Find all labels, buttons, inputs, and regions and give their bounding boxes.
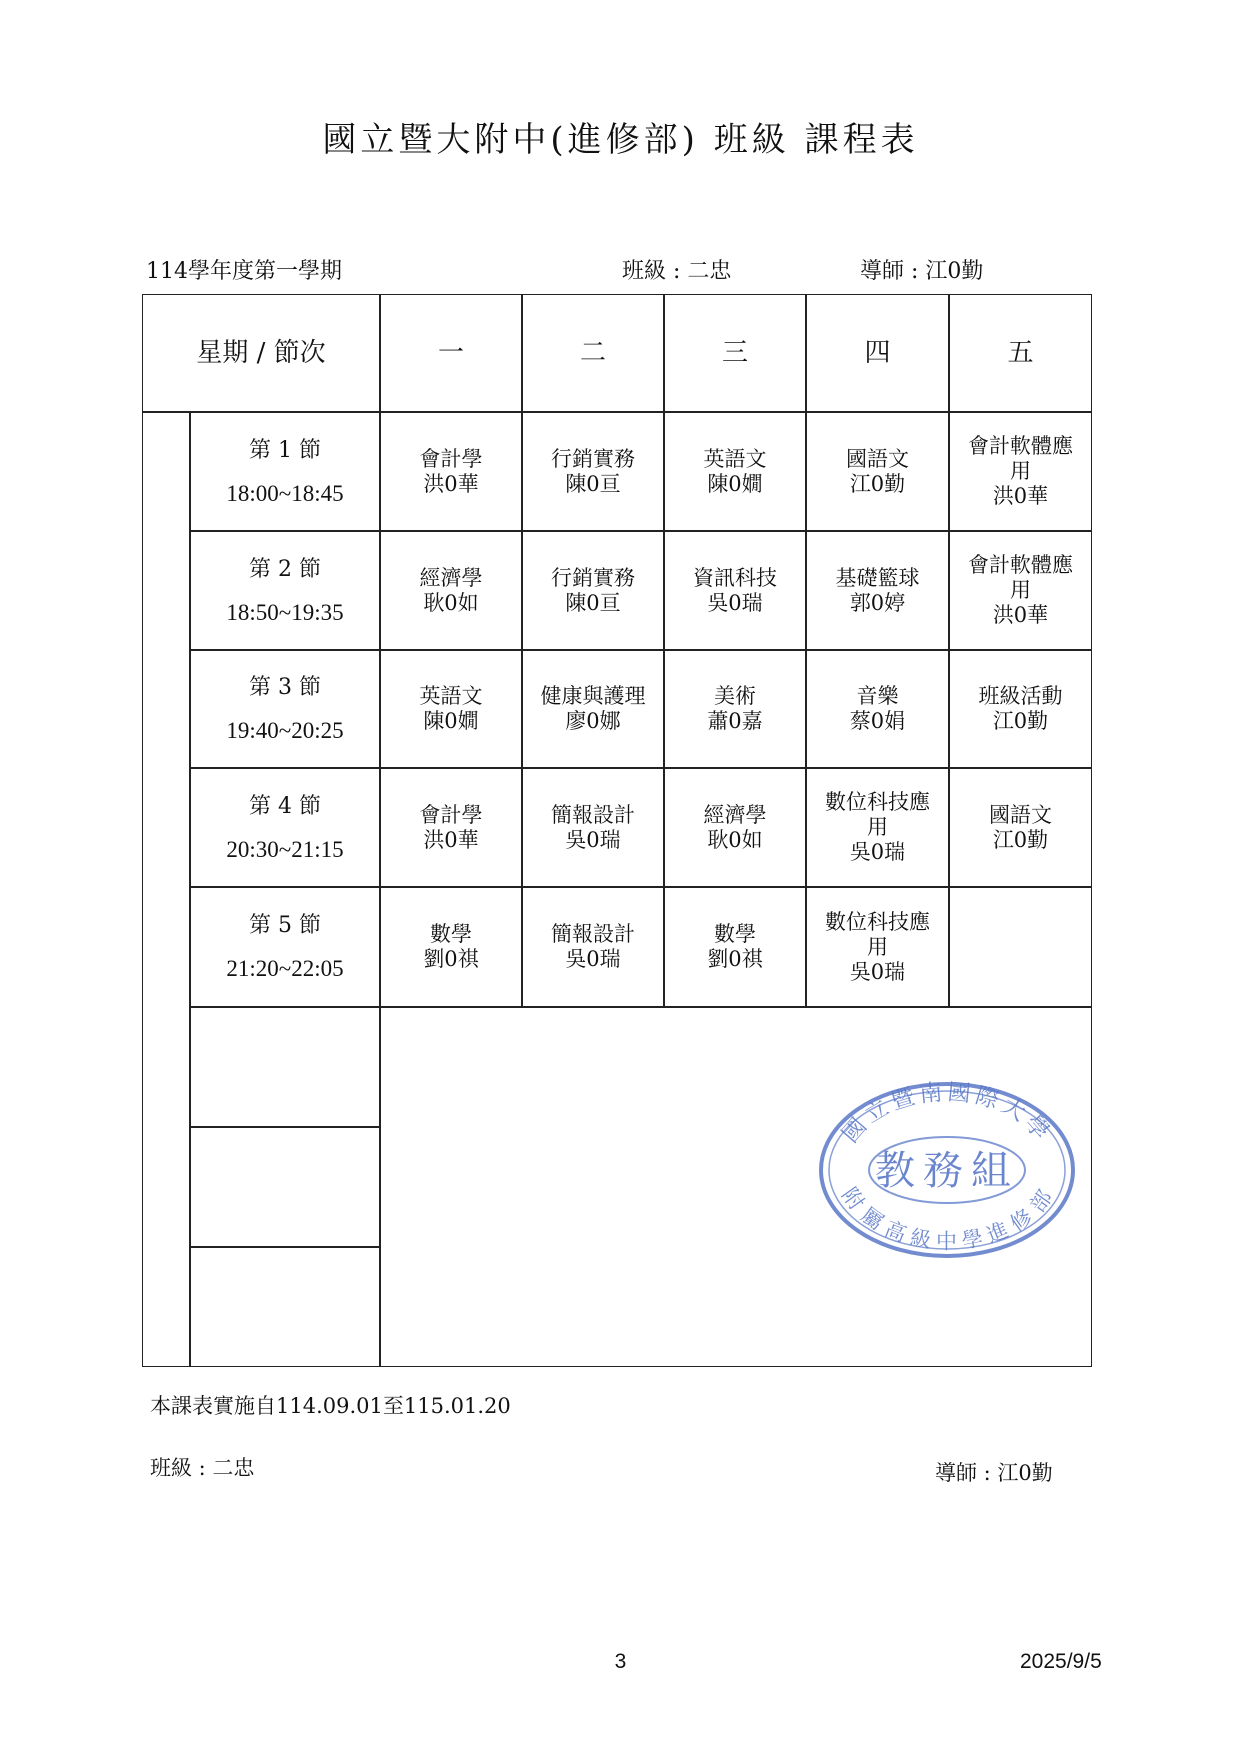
class-cell bbox=[522, 531, 664, 650]
period-cell bbox=[190, 412, 380, 531]
page-title: 國立暨大附中(進修部) 班級 課程表 bbox=[322, 120, 919, 160]
header-day bbox=[664, 294, 806, 412]
period-time: 19:40~20:25 bbox=[226, 718, 344, 743]
header-corner bbox=[142, 294, 380, 412]
class-cell bbox=[664, 531, 806, 650]
class-cell bbox=[949, 650, 1092, 768]
class-cell bbox=[806, 768, 949, 887]
class-teacher: 吳0瑞 bbox=[849, 959, 906, 984]
class-teacher: 吳0瑞 bbox=[849, 840, 906, 864]
class-subject: 國語文 bbox=[989, 802, 1052, 827]
header-corner-label: 星期 / 節次 bbox=[196, 337, 326, 368]
class-teacher: 吳0瑞 bbox=[565, 947, 621, 971]
class-teacher: 洪0華 bbox=[423, 471, 479, 496]
seal-graphic bbox=[815, 1078, 1080, 1263]
class-subject: 英語文 bbox=[419, 684, 483, 708]
seal-top-text: 國立暨南國際大學 bbox=[837, 1079, 1057, 1148]
period-time: 18:50~19:35 bbox=[226, 599, 344, 625]
class-subject: 班級活動 bbox=[978, 684, 1063, 708]
class-cell bbox=[949, 531, 1092, 650]
class-teacher: 陳0亘 bbox=[565, 590, 621, 615]
class-teacher: 耿0如 bbox=[707, 827, 763, 852]
class-subject: 行銷實務 bbox=[551, 565, 635, 590]
class-subject: 會計軟體應用 bbox=[968, 553, 1073, 602]
left-strip bbox=[142, 412, 190, 1367]
class-teacher: 陳0嫺 bbox=[423, 709, 479, 733]
class-subject: 簡報設計 bbox=[551, 922, 635, 946]
class-cell bbox=[949, 768, 1092, 887]
class-subject: 數學 bbox=[714, 922, 756, 946]
seal-bottom-text: 附屬高級中學進修部 bbox=[837, 1183, 1059, 1254]
class-cell bbox=[806, 531, 949, 650]
header-day-label: 二 bbox=[579, 337, 606, 368]
effective-period: 本課表實施自114.09.01至115.01.20 bbox=[150, 1394, 511, 1418]
class-cell bbox=[806, 650, 949, 768]
header-day bbox=[806, 294, 949, 412]
period-number: 第 3 節 bbox=[249, 675, 321, 700]
class-label: 班級 : 二忠 bbox=[622, 259, 732, 284]
class-subject: 數學 bbox=[430, 922, 472, 946]
footer-teacher: 導師 : 江0勤 bbox=[935, 1461, 1053, 1485]
period-time: 18:00~18:45 bbox=[226, 480, 344, 506]
class-subject: 數位科技應用 bbox=[825, 909, 930, 959]
office-seal bbox=[815, 1078, 1080, 1263]
period-number: 第 1 節 bbox=[249, 437, 321, 463]
period-time: 21:20~22:05 bbox=[226, 956, 344, 981]
class-subject: 經濟學 bbox=[419, 565, 483, 590]
class-cell bbox=[664, 768, 806, 887]
class-subject: 國語文 bbox=[846, 446, 909, 471]
class-teacher: 劉0祺 bbox=[423, 947, 479, 971]
class-teacher: 耿0如 bbox=[423, 590, 479, 615]
class-cell bbox=[522, 650, 664, 768]
header-day-label: 一 bbox=[437, 337, 464, 368]
class-subject: 會計學 bbox=[419, 446, 483, 471]
class-subject: 經濟學 bbox=[703, 802, 767, 827]
class-subject: 美術 bbox=[714, 684, 756, 708]
period-number: 第 4 節 bbox=[249, 793, 321, 819]
class-subject: 會計學 bbox=[419, 802, 483, 827]
class-subject: 音樂 bbox=[856, 684, 899, 708]
class-cell bbox=[380, 412, 522, 531]
class-subject: 英語文 bbox=[703, 446, 767, 471]
class-subject: 基礎籃球 bbox=[835, 565, 920, 590]
class-cell bbox=[522, 887, 664, 1007]
class-cell bbox=[380, 650, 522, 768]
class-teacher: 劉0祺 bbox=[707, 947, 763, 971]
class-cell bbox=[664, 650, 806, 768]
class-teacher: 江0勤 bbox=[992, 827, 1049, 852]
class-teacher: 郭0婷 bbox=[849, 590, 906, 615]
period-time: 20:30~21:15 bbox=[226, 836, 344, 862]
header-day bbox=[380, 294, 522, 412]
class-cell bbox=[522, 412, 664, 531]
print-date: 2025/9/5 bbox=[1020, 1650, 1102, 1673]
class-cell bbox=[664, 412, 806, 531]
period-cell bbox=[190, 887, 380, 1007]
header-day bbox=[949, 294, 1092, 412]
class-cell bbox=[380, 768, 522, 887]
class-cell bbox=[380, 887, 522, 1007]
class-subject: 健康與護理 bbox=[540, 684, 646, 708]
class-cell bbox=[806, 412, 949, 531]
header-day-label: 四 bbox=[864, 337, 891, 368]
class-teacher: 陳0亘 bbox=[565, 471, 621, 496]
period-number: 第 2 節 bbox=[249, 556, 321, 582]
footer-class: 班級 : 二忠 bbox=[150, 1456, 255, 1480]
header-day bbox=[522, 294, 664, 412]
class-teacher: 陳0嫺 bbox=[707, 471, 763, 496]
class-teacher: 洪0華 bbox=[992, 484, 1049, 508]
class-subject: 資訊科技 bbox=[693, 565, 777, 590]
class-cell bbox=[806, 887, 949, 1007]
period-number: 第 5 節 bbox=[249, 913, 321, 938]
class-cell bbox=[949, 412, 1092, 531]
class-cell bbox=[380, 531, 522, 650]
empty-row bbox=[190, 1007, 380, 1127]
class-cell bbox=[949, 887, 1092, 1007]
page-number: 3 bbox=[614, 1650, 627, 1673]
teacher-label: 導師 : 江0勤 bbox=[860, 259, 984, 284]
class-cell bbox=[664, 887, 806, 1007]
class-teacher: 蕭0嘉 bbox=[707, 709, 763, 733]
class-teacher: 廖0娜 bbox=[565, 709, 621, 733]
class-teacher: 蔡0娟 bbox=[849, 709, 906, 733]
class-teacher: 江0勤 bbox=[992, 709, 1049, 733]
period-cell bbox=[190, 768, 380, 887]
class-teacher: 江0勤 bbox=[849, 471, 906, 496]
class-subject: 數位科技應用 bbox=[825, 790, 930, 839]
class-teacher: 吳0瑞 bbox=[707, 590, 763, 615]
header-day-label: 三 bbox=[721, 337, 748, 368]
seal-center-text: 教務組 bbox=[875, 1148, 1019, 1194]
period-cell bbox=[190, 650, 380, 768]
empty-row bbox=[190, 1127, 380, 1247]
class-teacher: 吳0瑞 bbox=[565, 827, 621, 852]
term-label: 114學年度第一學期 bbox=[146, 259, 342, 284]
class-subject: 會計軟體應用 bbox=[968, 434, 1073, 483]
class-cell bbox=[522, 768, 664, 887]
class-subject: 行銷實務 bbox=[551, 446, 635, 471]
header-day-label: 五 bbox=[1007, 337, 1034, 368]
class-subject: 簡報設計 bbox=[551, 802, 635, 827]
class-teacher: 洪0華 bbox=[992, 603, 1049, 627]
empty-row bbox=[190, 1247, 380, 1367]
period-cell bbox=[190, 531, 380, 650]
class-teacher: 洪0華 bbox=[423, 827, 479, 852]
